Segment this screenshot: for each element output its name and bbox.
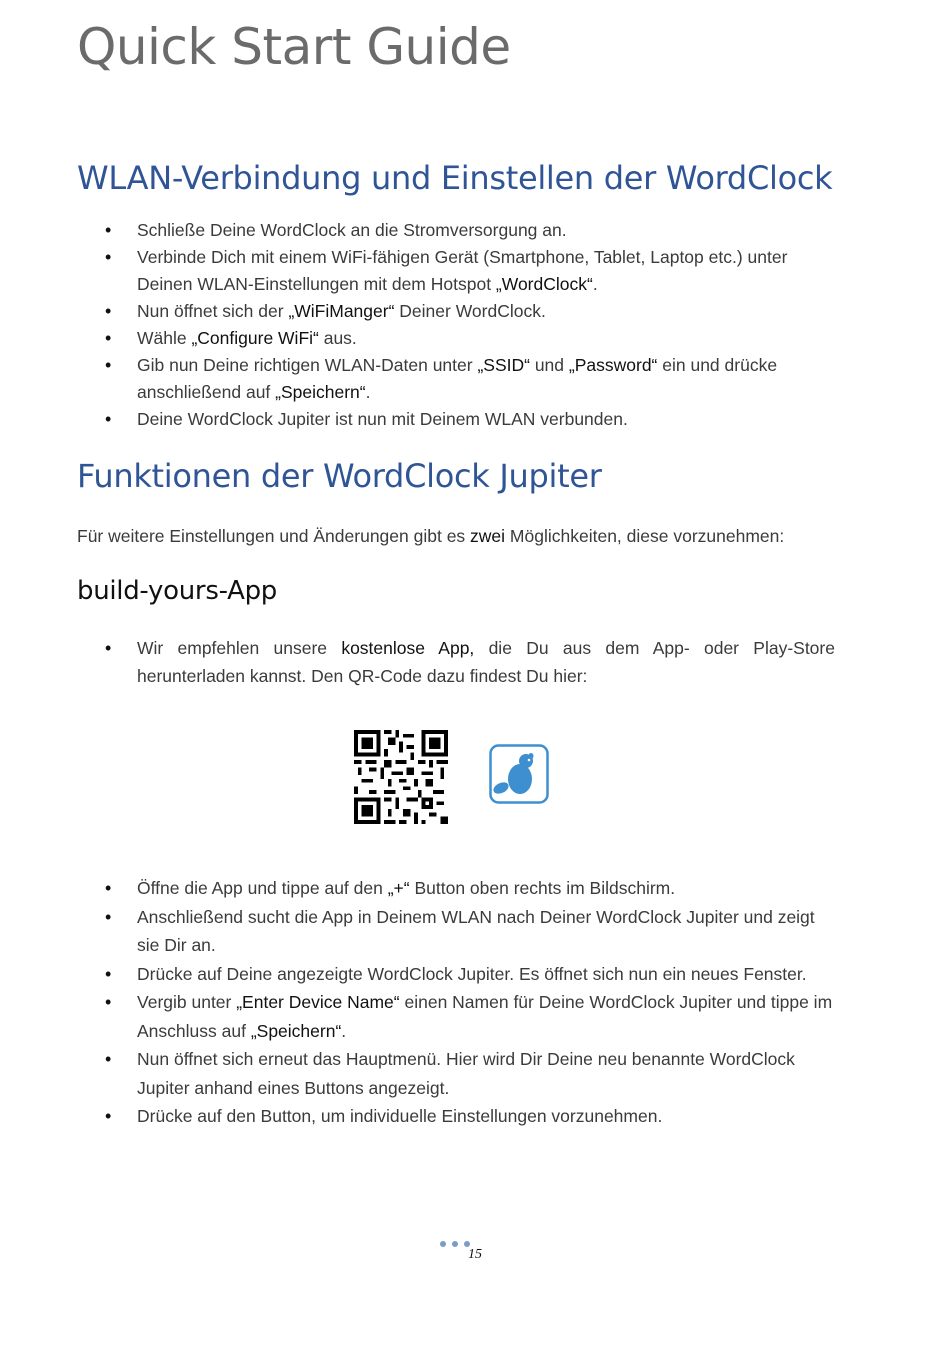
list-item: • Drücke auf den Button, um individuelle Einstellungen vorzunehmen. (105, 1102, 835, 1131)
wlan-steps-list (105, 217, 835, 433)
list-item: • Schließe Deine WordClock an die Stromversorgung an. (105, 217, 835, 244)
section-heading-functions: Funktionen der WordClock Jupiter (77, 457, 602, 495)
page-title: Quick Start Guide (77, 18, 511, 76)
page-number: 15 (468, 1247, 482, 1262)
list-item: • Wähle „Configure WiFi“ aus. (105, 325, 835, 352)
list-item: • Gib nun Deine richtigen WLAN-Daten unter „SSID“ und „Password“ ein und drücke anschließend auf „Speichern“. (105, 352, 835, 406)
app-recommendation-list (105, 634, 835, 690)
list-item: • Drücke auf Deine angezeigte WordClock Jupiter. Es öffnet sich nun ein neues Fenster. (105, 960, 835, 989)
list-item: • Öffne die App und tippe auf den „+“ Button oben rechts im Bildschirm. (105, 874, 835, 903)
subheading-app: build-yours-App (77, 576, 277, 606)
list-item: • Anschließend sucht die App in Deinem WLAN nach Deiner WordClock Jupiter und zeigt sie Dir an. (105, 903, 835, 960)
list-item: • Wir empfehlen unsere kostenlose App, die Du aus dem App- oder Play-Store herunterladen kannst. Den QR-Code dazu findest Du hier: (105, 634, 835, 690)
list-item: • Vergib unter „Enter Device Name“ einen Namen für Deine WordClock Jupiter und tippe im Anschluss auf „Speichern“. (105, 988, 835, 1045)
list-item: • Nun öffnet sich der „WiFiManger“ Deiner WordClock. (105, 298, 835, 325)
list-item: • Deine WordClock Jupiter ist nun mit Deinem WLAN verbunden. (105, 406, 835, 433)
section-heading-wlan: WLAN-Verbindung und Einstellen der WordClock (77, 159, 833, 197)
intro-paragraph: Für weitere Einstellungen und Änderungen gibt es zwei Möglichkeiten, diese vorzunehmen: (77, 526, 785, 546)
list-item: • Nun öffnet sich erneut das Hauptmenü. Hier wird Dir Deine neu benannte WordClock Jupiter anhand eines Buttons angezeigt. (105, 1045, 835, 1102)
list-item: • Verbinde Dich mit einem WiFi-fähigen Gerät (Smartphone, Tablet, Laptop etc.) unter Deinen WLAN-Einstellungen mit dem Hotspot „WordClock“. (105, 244, 835, 298)
qr-code-icon (354, 730, 448, 824)
app-steps-list (105, 874, 835, 1131)
beaver-app-icon (489, 744, 549, 804)
